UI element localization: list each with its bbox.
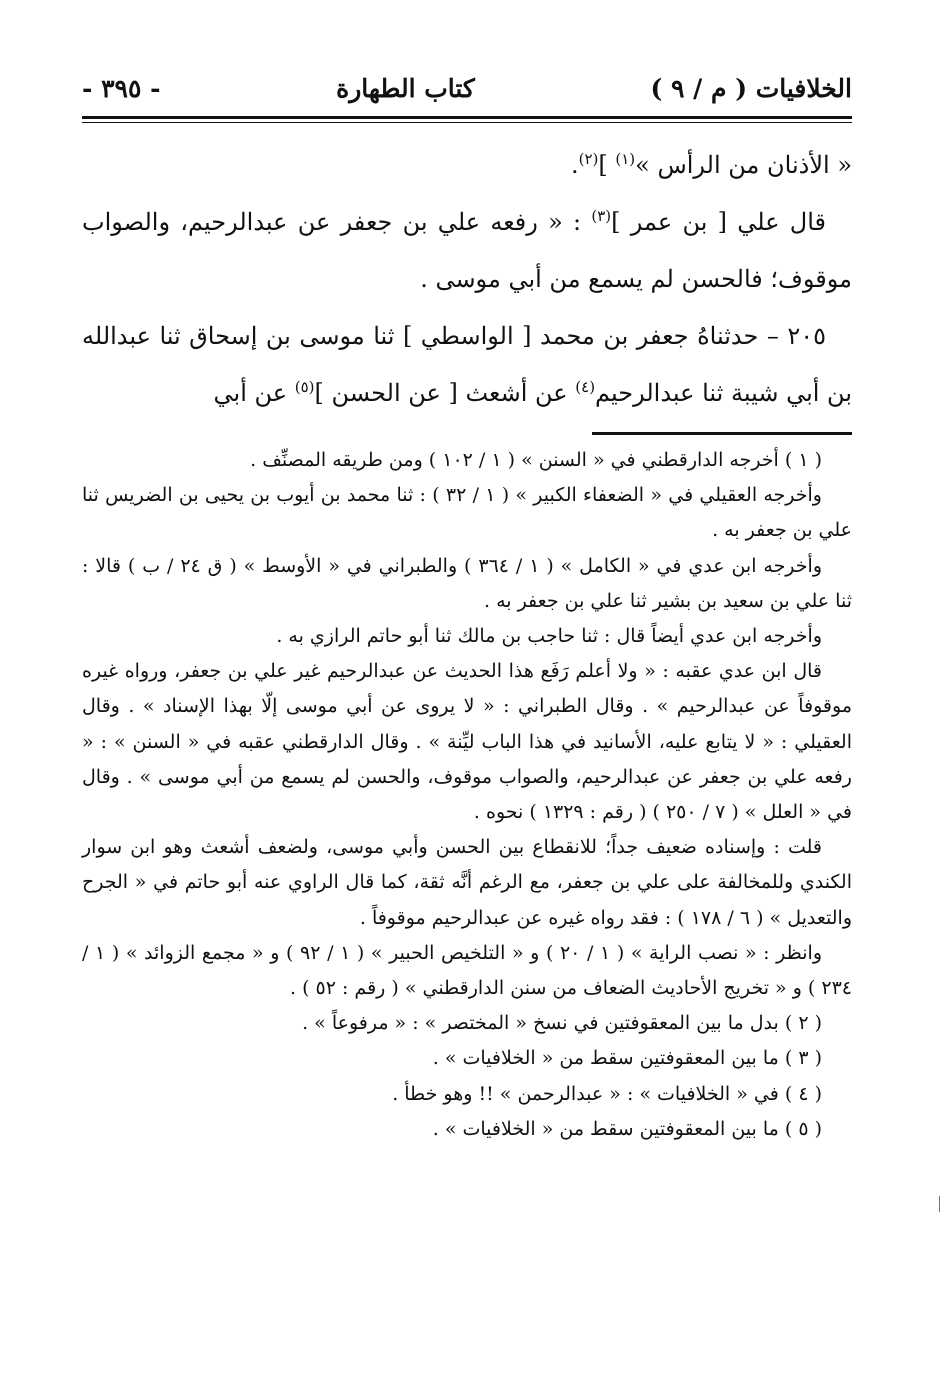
para2-rest: : « رفعه علي بن جعفر عن عبدالرحيم، والصواب موقوف؛ فالحسن لم يسمع من أبي موسى .	[82, 208, 852, 293]
main-paragraph-2	[82, 194, 852, 308]
header-rule-thin	[82, 122, 852, 123]
para3-end: عن أبي	[213, 379, 295, 407]
main-line-1	[82, 137, 852, 194]
main-paragraph-3	[82, 308, 852, 422]
closing-bracket: ]	[598, 151, 616, 179]
footnote-1: ( ١ ) أخرجه الدارقطني في « السنن » ( ١ / ١٠٢ ) ومن طريقه المصنِّف .	[250, 449, 822, 471]
line-end: .	[570, 151, 579, 179]
footnote-ref-3: (٣)	[591, 207, 612, 225]
running-header	[82, 60, 852, 116]
footnote-1-cont: قلت : وإسناده ضعيف جداً؛ للانقطاع بين الحسن وأبي موسى، ولضعف أشعث وهو ابن سوار الكندي وللمخالفة على علي بن جعفر، مع الرغم أنَّه ثقة، كما قال الراوي عنه أبو حاتم في « الجرح والتعديل » ( ٦ / ١٧٨ ) : فقد رواه غيره عن عبدالرحيم موقوفاً .	[82, 836, 852, 929]
footnote-ref-1: (١)	[615, 150, 636, 168]
footnote-1-cont: قال ابن عدي عقبه : « ولا أعلم رَفَع هذا الحديث عن عبدالرحيم غير علي بن جعفر، ورواه غيره موقوفاً عن عبدالرحيم » . وقال الطبراني : « لا يروى عن أبي موسى إلّا بهذا الإسناد » . وقال العقيلي : « لا يتابع عليه، الأسانيد في هذا الباب ليِّنة » . وقال الدارقطني عقبه في « السنن » : « رفعه علي بن جعفر عن عبدالرحيم، والصواب موقوف، والحسن لم يسمع من أبي موسى » . وقال في « العلل » ( ٧ / ٢٥٠ ) ( رقم : ١٣٢٩ ) نحوه .	[82, 660, 852, 824]
footnotes	[82, 443, 852, 1147]
footnote-5: ( ٥ ) ما بين المعقوفتين سقط من « الخلافيات » .	[432, 1117, 822, 1140]
page	[82, 60, 852, 1147]
quote-text: « الأذنان من الرأس »	[635, 151, 852, 179]
page-number: - ٣٩٥ -	[82, 73, 161, 103]
footnote-1-cont: وانظر : « نصب الراية » ( ١ / ٢٠ ) و « التلخيص الحبير » ( ١ / ٩٢ ) و « مجمع الزوائد » ( ١ / ٢٣٤ ) و « تخريج الأحاديث الضعاف من سنن الدارقطني » ( رقم : ٥٢ ) .	[82, 941, 852, 1000]
margin-mark	[939, 1196, 942, 1212]
footnote-1-cont: وأخرجه ابن عدي أيضاً قال : ثنا حاجب بن مالك ثنا أبو حاتم الرازي به .	[276, 625, 822, 648]
para3-mid: عن أشعث [ عن الحسن ]	[314, 379, 576, 407]
footnote-ref-5: (٥)	[294, 378, 315, 396]
chapter-title: كتاب الطهارة	[336, 73, 475, 103]
footnote-1-cont: وأخرجه العقيلي في « الضعفاء الكبير » ( ١ / ٣٢ ) : ثنا محمد بن أيوب بن يحيى بن الضريس ثنا علي بن جعفر به .	[82, 484, 852, 542]
footnote-3: ( ٣ ) ما بين المعقوفتين سقط من « الخلافيات » .	[432, 1047, 822, 1070]
footnote-ref-2: (٢)	[578, 150, 599, 168]
para3-start: ٢٠٥ – حدثناهُ جعفر بن محمد [ الواسطي ] ثنا موسى بن إسحاق ثنا عبدالله بن أبي شيبة ثنا عبدالرحيم	[82, 322, 852, 407]
para2-start: قال علي [ بن عمر ]	[611, 208, 827, 236]
footnote-4: ( ٤ ) في « الخلافيات » : « عبدالرحمن » !! وهو خطأ .	[392, 1082, 822, 1105]
main-text	[82, 137, 852, 422]
book-reference: الخلافيات ( م / ٩ )	[650, 73, 852, 103]
footnote-1-cont: وأخرجه ابن عدي في « الكامل » ( ١ / ٣٦٤ ) والطبراني في « الأوسط » ( ق ٢٤ / ب ) قالا : ثنا علي بن سعيد بن بشير ثنا علي بن جعفر به .	[82, 554, 852, 612]
footnote-2: ( ٢ ) بدل ما بين المعقوفتين في نسخ « المختصر » : « مرفوعاً » .	[302, 1012, 822, 1035]
footnote-ref-4: (٤)	[575, 378, 596, 396]
footnote-separator	[592, 432, 852, 435]
header-rule-thick	[82, 116, 852, 119]
